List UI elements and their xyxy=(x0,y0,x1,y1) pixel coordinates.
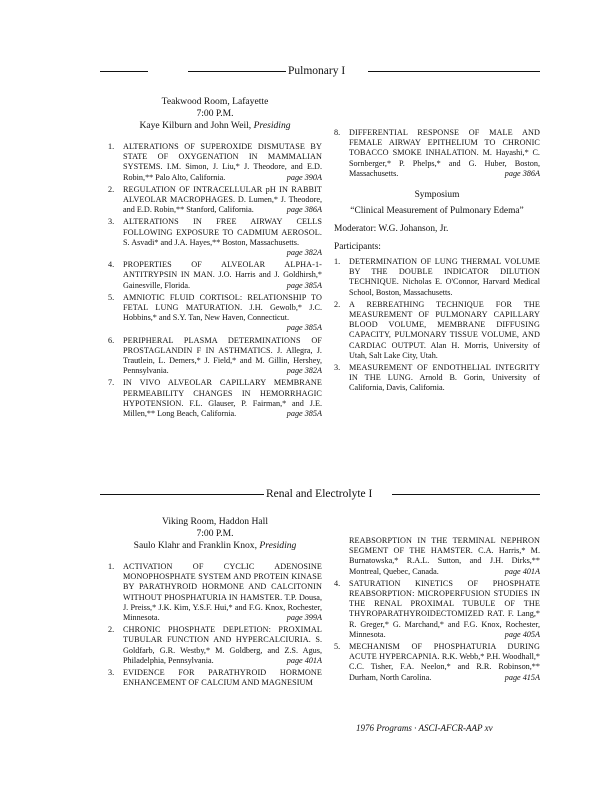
abstract-title: CHRONIC PHOSPHATE DEPLETION: PROXIMAL TUBULAR FUNCTION AND HYPERCALCIURIA. xyxy=(123,625,322,645)
abstract-page: page 385A xyxy=(286,409,322,419)
abstract-authors: J. Allegra, J. Trautlein, L. Demers,* J. Field,* and M. Gillin, Hershey, Pennsylvania. xyxy=(123,345,322,376)
pulmonary-right-column xyxy=(334,128,540,396)
abstract-authors: D. Lumen,* J. Theodore, and E.D. Robin,** Stanford, California. xyxy=(123,195,323,215)
renal-abstract-list xyxy=(108,562,322,688)
abstract-title: A REBREATHING TECHNIQUE FOR THE MEASUREMENT OF PULMONARY CAPILLARY BLOOD VOLUME, MEMBRANE DIFFUSING CAPACITY, PULMONARY TISSUE VOLUME, AND CARDIAC OUTPUT. xyxy=(349,299,540,350)
item-number: 1. xyxy=(108,562,115,571)
abstract-page: page 401A xyxy=(504,566,540,576)
renal-header-title: Renal and Electrolyte I xyxy=(266,488,373,500)
abstract-title: REGULATION OF INTRACELLULAR pH IN RABBIT ALVEOLAR MACROPHAGES. xyxy=(123,184,322,205)
abstract-authors: M. Hayashi,* C. Sornberger,* P. Phelps,* and G. Huber, Boston, Massachusetts. xyxy=(349,148,540,178)
pulmonary-abstract-list-continued xyxy=(334,128,540,179)
pulmonary-section-header xyxy=(100,64,540,78)
list-item xyxy=(334,363,540,394)
abstract-title: EVIDENCE FOR PARATHYROID HORMONE ENHANCEMENT OF CALCIUM AND MAGNESIUM xyxy=(123,668,322,688)
abstract-authors: F. Lang,* R. Greger,* G. Marchand,* and F.G. Knox, Rochester, Minnesota. xyxy=(349,609,540,639)
item-number: 5. xyxy=(108,292,115,302)
abstract-authors: S. Goldfarb, G.R. Westby,* M. Goldberg, and Z.S. Agus, Philadelphia, Pennsylvania. xyxy=(123,635,323,665)
session-room: Viking Room, Haddon Hall xyxy=(161,516,268,527)
session-room: Teakwood Room, Lafayette xyxy=(161,96,269,107)
item-number: 5. xyxy=(334,642,341,652)
abstract-authors: C.A. Harris,* M. Burnatowska,* R.A.L. Sutton, and J.H. Dirks,** Montreal, Quebec, Canada. xyxy=(349,546,540,576)
abstract-page: page 401A xyxy=(286,655,322,665)
item-number: 3. xyxy=(334,363,341,373)
list-item xyxy=(108,142,322,183)
list-item xyxy=(108,217,322,258)
abstract-authors: I.M. Simon, J. Liu,* J. Theodore, and E.D. Robin,** Palo Alto, California. xyxy=(123,162,322,182)
abstract-title: MECHANISM OF PHOSPHATURIA DURING ACUTE HYPERCAPNIA. xyxy=(349,642,540,662)
abstract-title: AMNIOTIC FLUID CORTISOL: RELATIONSHIP TO FETAL LUNG MATURATION. xyxy=(123,292,322,313)
abstract-authors: T.P. Dousa, J. Preiss,* J.K. Kim, Y.S.F. Hui,* and F.G. Knox, Rochester, Minnesota. xyxy=(123,592,322,623)
abstract-authors: F.L. Glauser, P. Fairman,* and J.E. Millen,** Long Beach, California. xyxy=(123,398,322,419)
renal-section-header xyxy=(100,487,540,501)
participants-label: Participants: xyxy=(334,242,381,253)
item-number: 3. xyxy=(108,217,115,227)
list-item xyxy=(108,336,322,377)
presiding-label: Presiding xyxy=(259,540,297,551)
pulmonary-abstract-list xyxy=(108,142,322,419)
item-number: 7. xyxy=(108,378,115,388)
abstract-title: REABSORPTION IN THE TERMINAL NEPHRON SEGMENT OF THE HAMSTER. xyxy=(349,536,540,556)
abstract-authors: Nicholas E. O'Connor, Harvard Medical School, Boston, Massachusetts. xyxy=(349,277,540,297)
pulmonary-header-title: Pulmonary I xyxy=(288,65,346,77)
abstract-title: ACTIVATION OF CYCLIC ADENOSINE MONOPHOSPHATE SYSTEM AND PROTEIN KINASE BY PARATHYROID HORMONE AND CALCITONIN WITHOUT PHOSPHATURIA IN HAMSTER. xyxy=(123,562,322,602)
list-item xyxy=(334,300,540,361)
chairs-names: Saulo Klahr and Franklin Knox, xyxy=(133,540,260,551)
renal-left-column xyxy=(108,516,322,690)
list-item-continuation xyxy=(334,536,540,577)
item-number: 8. xyxy=(334,128,341,137)
list-item xyxy=(108,260,322,291)
list-item xyxy=(334,128,540,179)
abstract-title: SATURATION KINETICS OF PHOSPHATE REABSORPTION: MICROPERFUSION STUDIES IN THE RENAL PROXIMAL TUBULE OF THE THYROPARATHYROIDECTOMIZED RAT. xyxy=(349,578,540,619)
item-number: 6. xyxy=(108,335,115,345)
session-chairs xyxy=(108,540,322,552)
abstract-page: page 385A xyxy=(286,280,322,290)
session-time: 7:00 P.M. xyxy=(196,108,234,119)
list-item xyxy=(108,562,322,623)
abstract-page: page 390A xyxy=(286,172,322,182)
abstract-title: ALTERATIONS OF SUPEROXIDE DISMUTASE BY STATE OF OXYGENATION IN MAMMALIAN SYSTEMS. xyxy=(123,142,322,172)
list-item xyxy=(108,668,322,688)
session-chairs xyxy=(108,120,322,132)
abstract-authors: J.H. Gewolb,* J.C. Hobbins,* and S.Y. Tan, New Haven, Connecticut. xyxy=(123,303,322,323)
abstract-page: page 415A xyxy=(504,672,540,682)
item-number: 3. xyxy=(108,668,115,678)
list-item xyxy=(108,378,322,419)
abstract-title: ALTERATIONS IN FREE AIRWAY CELLS FOLLOWING EXPOSURE TO CADMIUM AEROSOL. xyxy=(123,217,322,237)
abstract-title: MEASUREMENT OF ENDOTHELIAL INTEGRITY IN THE LUNG. xyxy=(349,363,540,383)
abstract-page: page 386A xyxy=(286,205,322,215)
presiding-label: Presiding xyxy=(253,120,291,131)
symposium-title: “Clinical Measurement of Pulmonary Edema” xyxy=(350,206,524,217)
abstract-title: DETERMINATION OF LUNG THERMAL VOLUME BY THE DOUBLE INDICATOR DILUTION TECHNIQUE. xyxy=(349,257,540,287)
pulmonary-left-column xyxy=(108,96,322,421)
item-number: 2. xyxy=(334,299,341,309)
abstract-title: PERIPHERAL PLASMA DETERMINATIONS OF PROSTAGLANDIN F IN ASTHMATICS. xyxy=(123,335,322,355)
abstract-authors: Alan H. Morris, University of Utah, Salt Lake City, Utah. xyxy=(349,340,540,360)
symposium-label: Symposium xyxy=(414,190,460,201)
pulmonary-session-info xyxy=(108,96,322,132)
abstract-page: page 386A xyxy=(504,168,540,178)
list-item xyxy=(334,642,540,683)
abstract-page: page 405A xyxy=(504,629,540,639)
header-rule-mid xyxy=(188,71,288,72)
item-number: 4. xyxy=(334,578,341,588)
abstract-title: PROPERTIES OF ALVEOLAR ALPHA-1-ANTITRYPSIN IN MAN. xyxy=(123,260,322,280)
renal-abstract-list-continued xyxy=(334,579,540,683)
participants-list xyxy=(334,257,540,394)
session-time: 7:00 P.M. xyxy=(196,528,234,539)
list-item xyxy=(108,625,322,666)
chairs-names: Kaye Kilburn and John Weil, xyxy=(139,120,254,131)
abstract-authors: Arnold B. Gorin, University of California, Davis, California. xyxy=(349,373,540,393)
header-rule-left xyxy=(100,494,266,495)
renal-right-column xyxy=(334,536,540,685)
abstract-page: page 382A xyxy=(286,366,322,376)
abstract-title: DIFFERENTIAL RESPONSE OF MALE AND FEMALE AIRWAY EPITHELIUM TO CHRONIC TOBACCO SMOKE INHALATION. xyxy=(349,128,540,158)
header-rule-right xyxy=(392,494,540,495)
abstract-page: page 385A xyxy=(286,323,322,333)
list-item xyxy=(108,185,322,216)
renal-session-info xyxy=(108,516,322,552)
list-item xyxy=(108,293,322,334)
abstract-authors: J.O. Harris and J. Goldhirsh,* Gainesville, Florida. xyxy=(123,270,322,290)
item-number: 2. xyxy=(108,625,115,635)
header-rule-left xyxy=(100,71,148,72)
abstract-page: page 382A xyxy=(286,248,322,258)
abstract-authors: R.K. Webb,* P.H. Woodhall,* C.C. Tisher, F.A. Neelon,* and R.R. Robinson,** Durham, North Carolina. xyxy=(349,652,540,682)
abstract-authors: S. Asvadi* and J.A. Hayes,** Boston, Massachusetts. xyxy=(123,237,300,247)
page-footer: 1976 Programs · ASCI-AFCR-AAP xv xyxy=(356,723,493,733)
header-rule-right xyxy=(368,71,540,72)
list-item xyxy=(334,579,540,640)
list-item xyxy=(334,257,540,298)
item-number: 2. xyxy=(108,184,115,194)
abstract-title: IN VIVO ALVEOLAR CAPILLARY MEMBRANE PERMEABILITY CHANGES IN HEMORRHAGIC HYPOTENSION. xyxy=(123,378,322,408)
item-number: 4. xyxy=(108,260,115,270)
item-number: 1. xyxy=(334,257,341,267)
item-number: 1. xyxy=(108,142,115,151)
abstract-page: page 399A xyxy=(286,613,322,623)
moderator: Moderator: W.G. Johanson, Jr. xyxy=(334,224,449,235)
